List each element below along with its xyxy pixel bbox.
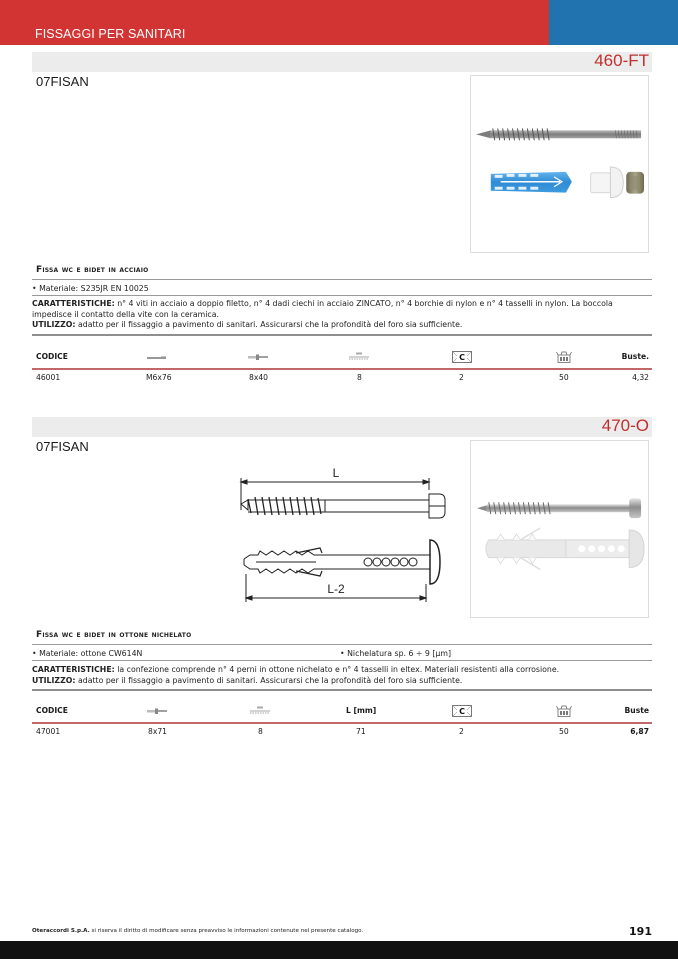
- caratteristiche-text: la confezione comprende n° 4 perni in ottone nichelato e n° 4 tasselli in eltex. Materiali resistenti alla corrosione.: [114, 665, 560, 674]
- svg-text:C: C: [459, 353, 465, 362]
- table-row: [32, 373, 652, 387]
- section-header-red: [0, 0, 549, 45]
- footer-disclaimer: [32, 928, 363, 934]
- page-number: 191: [629, 925, 652, 938]
- section-header-blue: [549, 0, 678, 45]
- dimension-label-l: L: [332, 466, 340, 480]
- caratteristiche-label: CARATTERISTICHE:: [32, 665, 115, 674]
- divider: [32, 689, 652, 691]
- material-bullet: • Materiale: ottone CW614N: [32, 649, 143, 658]
- brass-screw-kit-photo: [471, 441, 648, 617]
- box-quantity-icon: [556, 705, 572, 719]
- footer-note-text: si riserva il diritto di modificare senza preavviso le informazioni contenute nel presente catalogo.: [89, 928, 364, 934]
- caratteristiche-label: CARATTERISTICHE:: [32, 299, 115, 308]
- blue-wall-plug: [491, 172, 572, 193]
- cell-price: 4,32: [632, 373, 649, 382]
- divider: [32, 279, 652, 280]
- col-codice: CODICE: [36, 706, 68, 715]
- section-title: FISSAGGI PER SANITARI: [35, 27, 186, 41]
- product-photo: [470, 440, 649, 618]
- cell-codice: 46001: [36, 373, 61, 382]
- caratteristiche-text: n° 4 viti in acciaio a doppio filetto, n° 4 dadi ciechi in acciaio ZINCATO, n° 4 borchie di nylon e n° 4 tasselli in nylon. La boccola impedisce il contatto della vite con la ceramica.: [32, 299, 613, 319]
- technical-drawing: [236, 460, 454, 610]
- svg-text:C: C: [459, 707, 465, 716]
- plating-bullet: • Nichelatura sp. 6 ÷ 9 [µm]: [340, 649, 452, 658]
- cell-drill: 8: [357, 373, 362, 382]
- nylon-cap: [591, 167, 624, 198]
- col-codice: CODICE: [36, 352, 68, 361]
- nickel-screw: [477, 498, 641, 518]
- table-divider: [32, 722, 652, 724]
- cell-box: 50: [559, 373, 569, 382]
- drill-diameter-icon: [348, 352, 370, 363]
- divider: [32, 334, 652, 336]
- cell-drill: 8: [258, 727, 263, 736]
- screw-size-icon: [146, 354, 168, 363]
- product-title: Fissa wc e bidet in acciaio: [36, 265, 149, 275]
- utilizzo-label: UTILIZZO:: [32, 320, 76, 330]
- col-length: L [mm]: [346, 706, 377, 715]
- cell-box: 50: [559, 727, 569, 736]
- product-description: [32, 665, 654, 686]
- threaded-screw: [476, 128, 641, 140]
- cell-carton: 2: [459, 727, 464, 736]
- product-family: 07FISAN: [36, 439, 89, 454]
- product-code: 460-FT: [594, 51, 649, 70]
- utilizzo-text: adatto per il fissaggio a pavimento di sanitari. Assicurarsi che la profondità del foro sia sufficiente.: [75, 675, 463, 685]
- divider: [32, 660, 652, 661]
- product-photo: [470, 75, 649, 253]
- carton-pack-icon: [452, 705, 472, 719]
- carton-pack-icon: [452, 351, 472, 365]
- product-code-band: [32, 52, 652, 72]
- cell-carton: 2: [459, 373, 464, 382]
- footer-company: Oteraccordi S.p.A.: [32, 928, 90, 934]
- cell-dowel: 8x71: [148, 727, 167, 736]
- table-header: [32, 706, 652, 720]
- table-row: [32, 727, 652, 741]
- section-header-bar: [0, 0, 678, 45]
- eltex-dowel: [486, 528, 644, 570]
- dowel-size-icon: [146, 707, 168, 717]
- cell-screw: M6x76: [146, 373, 172, 382]
- screw-kit-photo: [471, 76, 648, 252]
- cell-price: 6,87: [630, 727, 649, 736]
- divider: [32, 644, 652, 645]
- box-quantity-icon: [556, 351, 572, 365]
- utilizzo-label: UTILIZZO:: [32, 675, 76, 685]
- footer-bar: [0, 941, 678, 959]
- cell-dowel: 8x40: [249, 373, 268, 382]
- product-description: [32, 299, 654, 331]
- blind-nut: [626, 172, 644, 194]
- utilizzo-text: adatto per il fissaggio a pavimento di sanitari. Assicurarsi che la profondità del foro sia sufficiente.: [75, 320, 463, 330]
- product-code-band: [32, 417, 652, 437]
- table-header: [32, 352, 652, 366]
- material-bullet: • Materiale: S235JR EN 10025: [32, 284, 149, 293]
- dimension-label-l-2: L-2: [327, 582, 345, 596]
- product-code: 470-O: [601, 416, 649, 435]
- product-title: Fissa wc e bidet in ottone nichelato: [36, 630, 192, 640]
- divider: [32, 295, 652, 296]
- product-family: 07FISAN: [36, 74, 89, 89]
- table-divider: [32, 368, 652, 370]
- drill-diameter-icon: [249, 706, 271, 717]
- cell-codice: 47001: [36, 727, 61, 736]
- col-buste: Buste.: [621, 352, 649, 361]
- cell-length: 71: [356, 727, 366, 736]
- dowel-size-icon: [247, 353, 269, 363]
- col-buste: Buste: [624, 706, 649, 715]
